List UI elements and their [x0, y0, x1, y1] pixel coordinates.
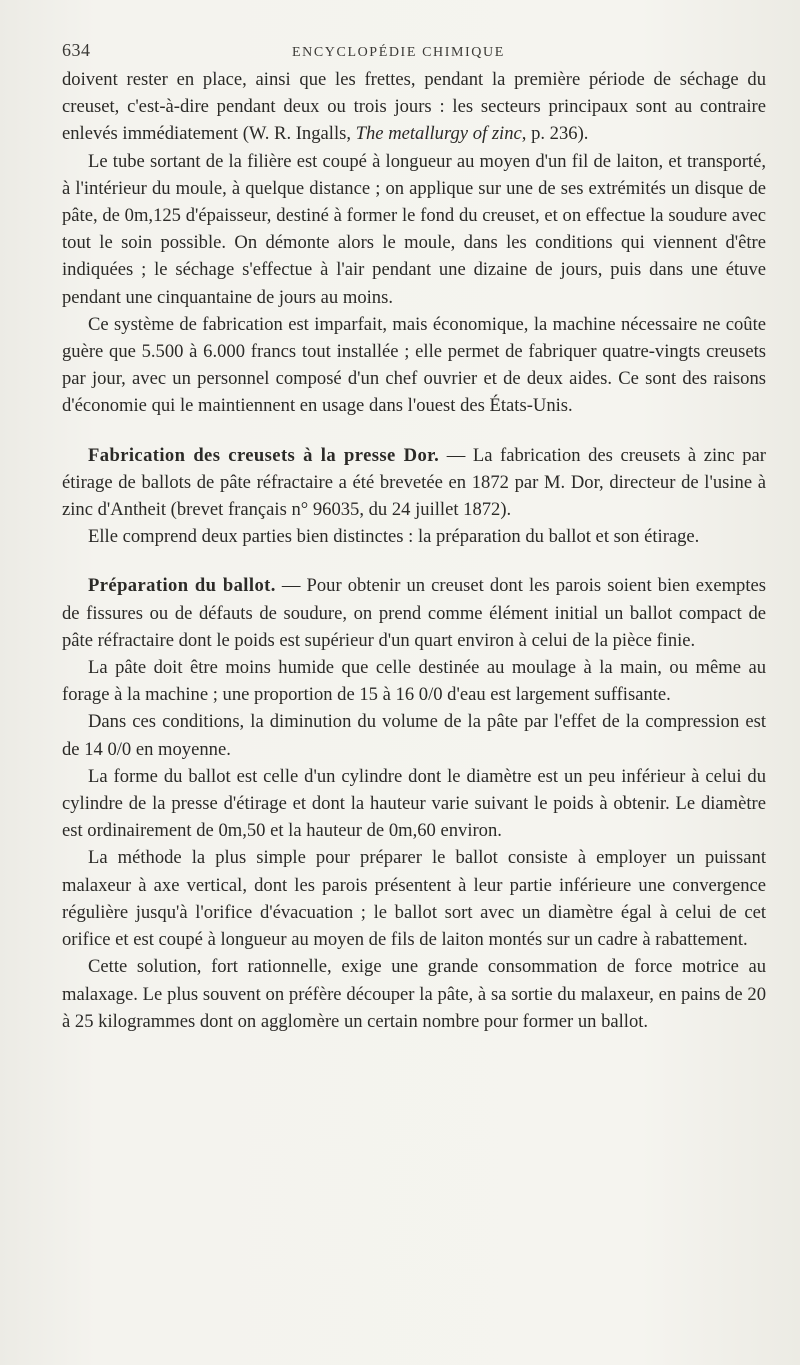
citation-title: The metallurgy of zinc: [355, 123, 522, 145]
section-paragraph: Préparation du ballot. — Pour obtenir un creuset dont les parois soient bien exemptes de fissures ou de défauts de soudure, on prend comme élément initial un ballot compact de pâte réfractaire dont le poids est supérieur d'un quart environ à celui de la pièce finie.: [62, 575, 766, 651]
section-heading: Préparation du ballot.: [88, 575, 276, 597]
section-heading: Fabrication des creusets à la presse Dor.: [88, 444, 440, 466]
paragraph: Ce système de fabrication est imparfait, mais économique, la machine nécessaire ne coûte guère que 5.500 à 6.000 francs tout installée ; elle permet de fabriquer quatre-vingts creusets par jour, avec un personnel composé d'un chef ouvrier et de deux aides. Ce sont des raisons d'économie qui le maintiennent en usage dans l'ouest des États-Unis.: [62, 313, 766, 417]
paragraph: La méthode la plus simple pour préparer le ballot consiste à employer un puissant malaxeur à axe vertical, dont les parois présentent à leur partie inférieure une convergence régulière jusqu'à l'orifice d'évacuation ; le ballot sort avec un diamètre égal à celui de cet orifice et est coupé à longueur au moyen de fils de laiton montés sur un cadre à rabattement.: [62, 847, 766, 951]
paragraph: La pâte doit être moins humide que celle destinée au moulage à la main, ou même au forage à la machine ; une proportion de 15 à 16 0/0 d'eau est largement suffisante.: [62, 657, 766, 706]
paragraph: La forme du ballot est celle d'un cylindre dont le diamètre est un peu inférieur à celui du cylindre de la presse d'étirage et dont la hauteur varie suivant le poids à obtenir. Le diamètre est ordinairement de 0m,50 et la hauteur de 0m,60 environ.: [62, 765, 766, 842]
paragraph: Dans ces conditions, la diminution du volume de la pâte par l'effet de la compression est de 14 0/0 en moyenne.: [62, 711, 766, 760]
paragraph: Cette solution, fort rationnelle, exige une grande consommation de force motrice au malaxage. Le plus souvent on préfère découper la pâte, à sa sortie du malaxeur, en pains de 20 à 25 kilogrammes dont on agglomère un certain nombre pour former un ballot.: [62, 956, 766, 1032]
paragraph: Le tube sortant de la filière est coupé à longueur au moyen d'un fil de laiton, et transporté, à l'intérieur du moule, à quelque distance ; on applique sur une de ses extrémités un disque de pâte, de 0m,125 d'épaisseur, destiné à former le fond du creuset, et on effectue la soudure avec tout le soin possible. On démonte alors le moule, dans les conditions qui viennent d'être indiquées ; le séchage s'effectue à l'air pendant une dizaine de jours, puis dans une étuve pendant une cinquantaine de jours au moins.: [62, 150, 766, 308]
paragraph: doivent rester en place, ainsi que les frettes, pendant la première période de séchage du creuset, c'est-à-dire pendant deux ou trois jours : les secteurs principaux sont au contraire enlevés immédiatement (W. R. Ingalls, The metallurgy of zinc, p. 236).: [62, 69, 766, 145]
page-number: 634: [62, 40, 91, 60]
running-title: ENCYCLOPÉDIE CHIMIQUE: [292, 45, 505, 60]
paragraph: Elle comprend deux parties bien distinctes : la préparation du ballot et son étirage.: [88, 526, 700, 548]
section-paragraph: Fabrication des creusets à la presse Dor. — La fabrication des creusets à zinc par étirage de ballots de pâte réfractaire a été brevetée en 1872 par M. Dor, directeur de l'usine à zinc d'Antheit (brevet français n° 96035, du 24 juillet 1872).: [62, 444, 766, 521]
page-header: [62, 40, 766, 66]
body-text: [62, 66, 766, 1035]
